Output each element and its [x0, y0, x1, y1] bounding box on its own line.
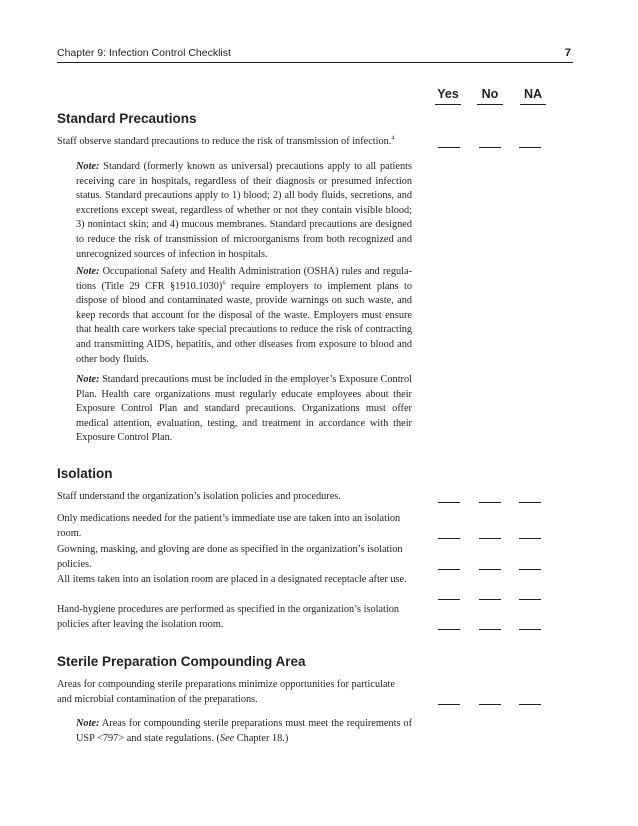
note-paragraph	[76, 373, 412, 446]
yes-blank[interactable]	[438, 502, 460, 503]
checklist-item	[57, 135, 412, 150]
note-paragraph	[76, 160, 412, 262]
yes-blank[interactable]	[438, 538, 460, 539]
section-title-standard-precautions: Standard Precautions	[57, 111, 197, 126]
note-paragraph	[76, 717, 412, 746]
item-text: All items taken into an isolation room are placed in a designated receptacle after use.	[57, 574, 407, 585]
yes-blank[interactable]	[438, 569, 460, 570]
na-blank[interactable]	[519, 538, 541, 539]
section-title-sterile-compounding: Sterile Preparation Compounding Area	[57, 654, 306, 669]
checklist-item	[57, 678, 412, 707]
answer-blanks	[438, 629, 558, 631]
item-text: Staff understand the organization’s isolation policies and procedures.	[57, 491, 341, 502]
no-blank[interactable]	[479, 502, 501, 503]
na-blank[interactable]	[519, 599, 541, 600]
no-blank[interactable]	[479, 629, 501, 630]
chapter-title: Chapter 9: Infection Control Checklist	[57, 47, 231, 59]
na-blank[interactable]	[519, 704, 541, 705]
item-text: Gowning, masking, and gloving are done as specified in the organization’s isolation policies.	[57, 544, 403, 570]
note-label: Note:	[76, 374, 100, 385]
answer-blanks	[438, 147, 558, 149]
yes-blank[interactable]	[438, 599, 460, 600]
checklist-item	[57, 543, 412, 572]
item-text: Areas for compounding sterile preparations minimize opportunities for particulate and microbial contamination of the preparations.	[57, 679, 395, 705]
no-blank[interactable]	[479, 704, 501, 705]
yes-blank[interactable]	[438, 704, 460, 705]
answer-blanks	[438, 599, 558, 601]
column-no: No	[481, 87, 499, 101]
note-text-continued: Chapter 18.)	[234, 732, 289, 744]
note-text: Areas for compounding sterile preparations must meet the requirements of USP <797> and state regulations. (	[76, 718, 413, 744]
header-rule	[57, 62, 573, 63]
note-text: Standard (formerly known as universal) precautions apply to all patients receiving care in hospitals, regardless of their diagnosis or presumed infection status. Standard precautions apply to 1) blood; 2) all body fluids, secretions, and excretions except sweat, regardless of whether or not they contain visible blood; 3) nonintact skin; and 4) mucous membranes. Standard precautions are designed to reduce the risk of transmission of microorganisms from both recognized and unrecognized sources of infection in hospitals.	[76, 161, 413, 260]
note-label: Note:	[76, 718, 100, 729]
na-blank[interactable]	[519, 629, 541, 630]
note-label: Note:	[76, 266, 100, 277]
note-italic-text: See	[219, 732, 235, 744]
yes-blank[interactable]	[438, 147, 460, 148]
no-blank[interactable]	[479, 147, 501, 148]
yes-blank[interactable]	[438, 629, 460, 630]
column-yes: Yes	[437, 87, 459, 101]
running-header	[57, 47, 573, 63]
no-blank[interactable]	[479, 599, 501, 600]
item-text: Staff observe standard precautions to reduce the risk of transmission of infection.	[57, 136, 392, 147]
answer-blanks	[438, 502, 558, 504]
no-blank[interactable]	[479, 538, 501, 539]
note-text: Standard precautions must be included in the employer’s Exposure Control Plan. Health care organizations must regularly educate employees about their Exposure Control Plan and standard precautions. Organizations must offer medical attention, evaluation, testing, and treatment in accordance with their Exposure Control Plan.	[76, 374, 412, 444]
note-text-continued: require employers to implement plans to dispose of blood and contaminated waste, provide warnings on such waste, and keep records that account for the disposal of the waste. Employers must ensure that health care workers take special precautions to reduce the risk of contracting and transmitting AIDS, hepatitis, and other diseases from exposure to blood and other body fluids.	[76, 280, 412, 365]
no-blank[interactable]	[479, 569, 501, 570]
na-blank[interactable]	[519, 569, 541, 570]
checklist-item	[57, 573, 412, 588]
column-no-underline	[477, 104, 503, 105]
na-blank[interactable]	[519, 502, 541, 503]
na-blank[interactable]	[519, 147, 541, 148]
checklist-item	[57, 490, 412, 505]
page-number: 7	[564, 47, 571, 59]
column-yes-underline	[435, 104, 461, 105]
answer-blanks	[438, 569, 558, 571]
note-label: Note:	[76, 161, 100, 172]
section-title-isolation: Isolation	[57, 466, 113, 481]
column-na-underline	[520, 104, 546, 105]
item-text: Hand-hygiene procedures are performed as specified in the organization’s isolation policies after leaving the isolation room.	[57, 604, 400, 630]
checklist-item	[57, 603, 412, 632]
column-na: NA	[523, 87, 543, 101]
footnote-ref: 6	[222, 279, 226, 287]
answer-blanks	[438, 704, 558, 706]
footnote-ref: 4	[391, 134, 395, 142]
checklist-item	[57, 512, 412, 541]
note-paragraph	[76, 265, 412, 367]
note-text: Occupational Safety and Health Administration (OSHA) rules and regulations (Title 29 CFR §1910.1030)	[76, 266, 413, 292]
item-text: Only medications needed for the patient’s immediate use are taken into an isolation room.	[57, 513, 401, 539]
answer-blanks	[438, 538, 558, 540]
